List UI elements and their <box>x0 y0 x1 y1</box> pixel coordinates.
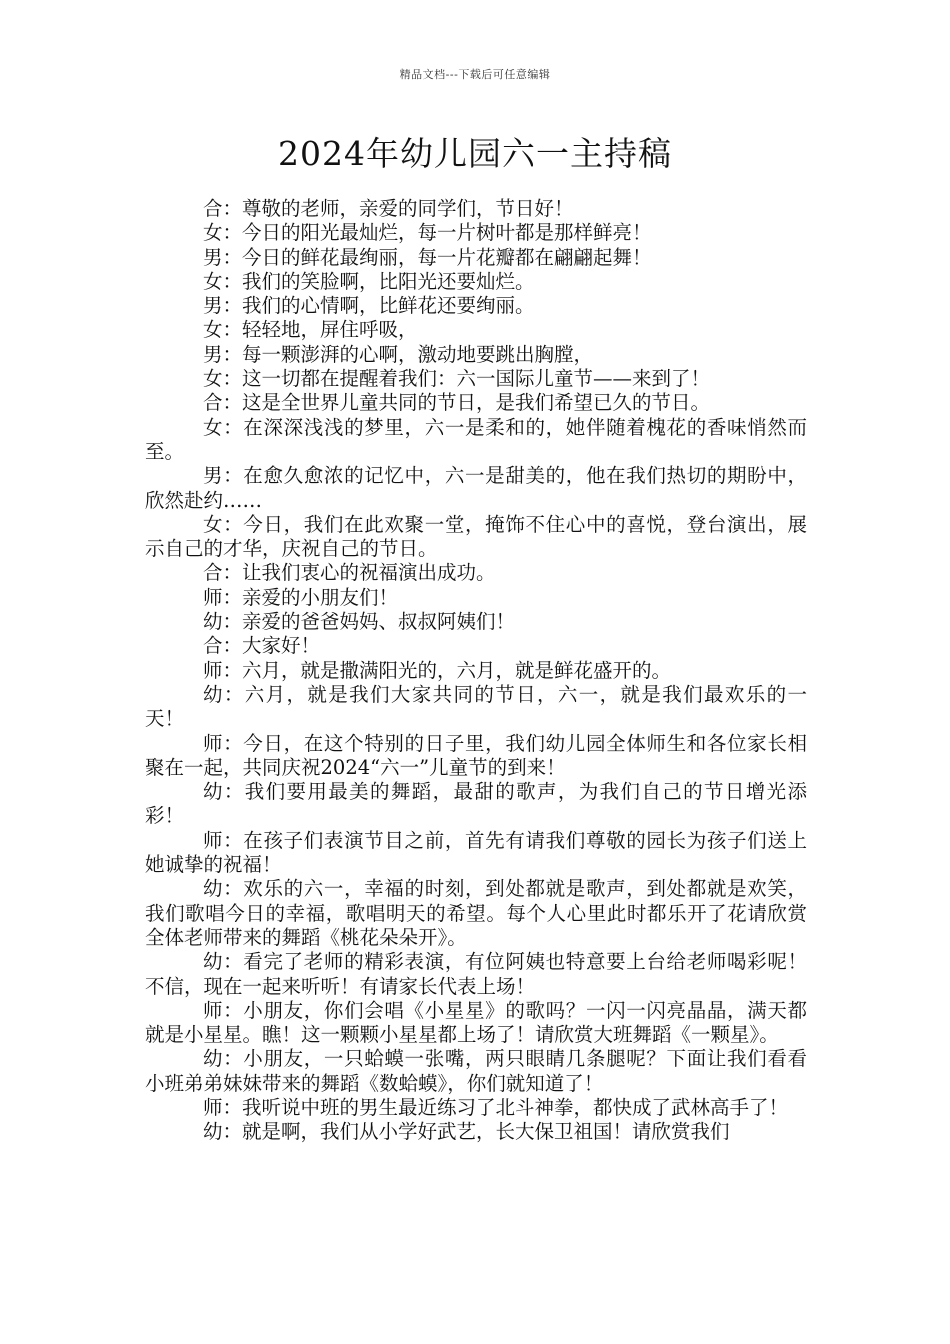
dialogue-paragraph: 女：今日，我们在此欢聚一堂，掩饰不住心中的喜悦，登台演出，展示自己的才华，庆祝自己的节日。 <box>145 512 807 561</box>
dialogue-paragraph: 男：在愈久愈浓的记忆中，六一是甜美的，他在我们热切的期盼中，欣然赴约…… <box>145 464 807 512</box>
dialogue-paragraph: 女：在深深浅浅的梦里，六一是柔和的，她伴随着槐花的香味悄然而至。 <box>145 415 807 463</box>
header-note: 精品文档---下载后可任意编辑 <box>399 68 551 81</box>
dialogue-paragraph: 幼：欢乐的六一，幸福的时刻，到处都就是歌声，到处都就是欢笑，我们歌唱今日的幸福，歌唱明天的希望。每个人心里此时都乐开了花请欣赏全体老师带来的舞蹈《桃花朵朵开》。 <box>145 877 807 949</box>
dialogue-paragraph: 女：我们的笑脸啊，比阳光还要灿烂。 <box>203 269 535 293</box>
dialogue-paragraph: 合：这是全世界儿童共同的节日，是我们希望已久的节日。 <box>203 391 711 415</box>
dialogue-paragraph: 师：在孩子们表演节目之前，首先有请我们尊敬的园长为孩子们送上她诚挚的祝福！ <box>145 828 807 877</box>
dialogue-paragraph: 女：这一切都在提醒着我们：六一国际儿童节——来到了！ <box>203 367 711 391</box>
dialogue-paragraph: 幼：六月，就是我们大家共同的节日，六一，就是我们最欢乐的一天！ <box>145 682 807 731</box>
dialogue-paragraph: 合：大家好！ <box>203 634 321 658</box>
dialogue-paragraph: 男：今日的鲜花最绚丽，每一片花瓣都在翩翩起舞！ <box>203 245 652 269</box>
dialogue-paragraph: 师：我听说中班的男生最近练习了北斗神拳，都快成了武林高手了！ <box>203 1095 789 1119</box>
dialogue-paragraph: 师：小朋友，你们会唱《小星星》的歌吗？一闪一闪亮晶晶，满天都就是小星星。瞧！这一颗颗小星星都上场了！请欣赏大班舞蹈《一颗星》。 <box>145 998 807 1047</box>
dialogue-paragraph: 幼：亲爱的爸爸妈妈、叔叔阿姨们！ <box>203 610 516 634</box>
dialogue-paragraph: 合：尊敬的老师，亲爱的同学们，节日好！ <box>203 197 574 220</box>
document-title: 2024年幼儿园六一主持稿 <box>278 134 672 173</box>
dialogue-paragraph: 合：让我们衷心的祝福演出成功。 <box>203 561 496 585</box>
dialogue-paragraph: 男：每一颗澎湃的心啊，激动地要跳出胸膛， <box>203 342 594 366</box>
dialogue-paragraph: 女：今日的阳光最灿烂，每一片树叶都是那样鲜亮！ <box>203 221 652 245</box>
dialogue-paragraph: 师：六月，就是撒满阳光的，六月，就是鲜花盛开的。 <box>203 658 672 682</box>
dialogue-paragraph: 幼：看完了老师的精彩表演，有位阿姨也特意要上台给老师喝彩呢！不信，现在一起来听听！有请家长代表上场！ <box>145 950 807 998</box>
dialogue-paragraph: 师：亲爱的小朋友们！ <box>203 585 399 609</box>
dialogue-paragraph: 女：轻轻地，屏住呼吸， <box>203 318 418 342</box>
dialogue-paragraph: 幼：我们要用最美的舞蹈，最甜的歌声，为我们自己的节日增光添彩！ <box>145 780 807 828</box>
dialogue-paragraph: 男：我们的心情啊，比鲜花还要绚丽。 <box>203 294 535 318</box>
dialogue-paragraph: 师：今日，在这个特别的日子里，我们幼儿园全体师生和各位家长相聚在一起，共同庆祝2024“六一”儿童节的到来！ <box>145 731 807 779</box>
dialogue-paragraph: 幼：就是啊，我们从小学好武艺，长大保卫祖国！请欣赏我们 <box>203 1120 730 1144</box>
dialogue-paragraph: 幼：小朋友，一只蛤蟆一张嘴，两只眼睛几条腿呢？下面让我们看看小班弟弟妹妹带来的舞蹈《数蛤蟆》，你们就知道了！ <box>145 1047 807 1095</box>
document-body <box>145 197 807 1145</box>
